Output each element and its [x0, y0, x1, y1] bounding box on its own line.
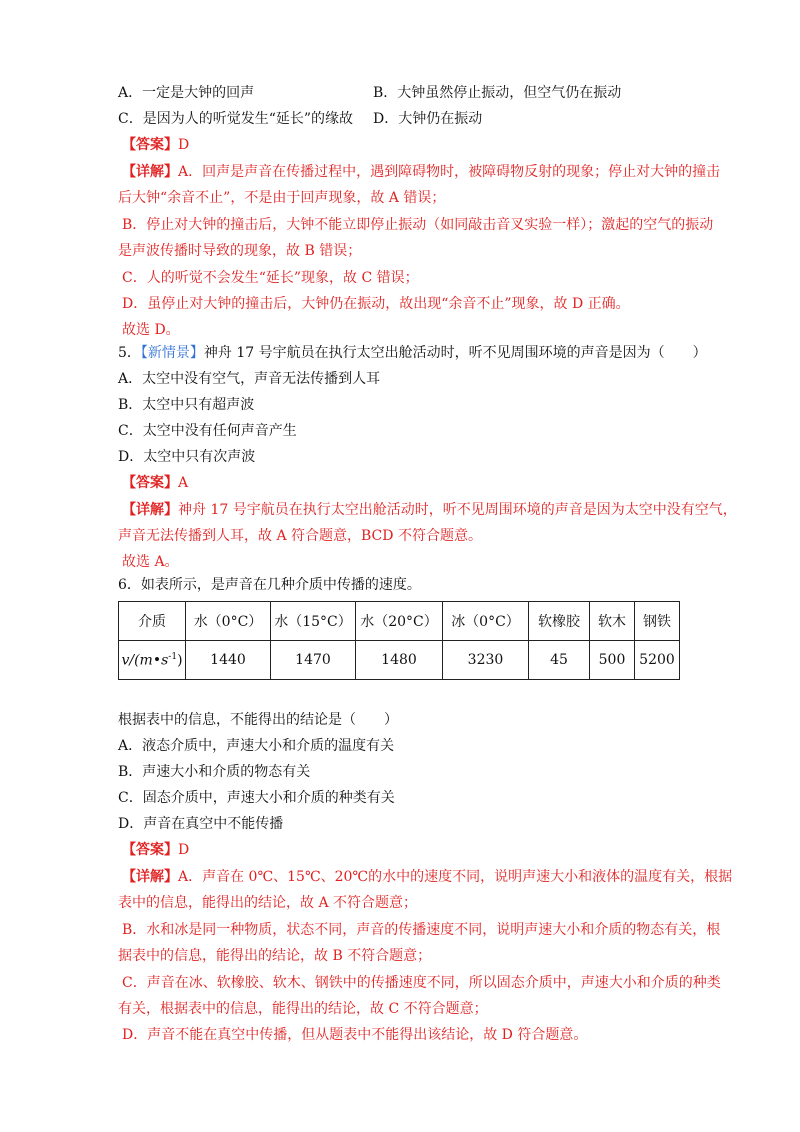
- q4-explain-line-4: 是声波传播时导致的现象，故 B 错误；: [118, 243, 362, 259]
- q6-question: 根据表中的信息，不能得出的结论是（ ）: [118, 712, 398, 728]
- q6-explain-line-1: [122, 867, 732, 887]
- answer-tag: 【答案】: [122, 137, 178, 153]
- q5-option-d: D．太空中只有次声波: [118, 449, 256, 465]
- unit-main: v/(m•s: [121, 652, 169, 669]
- q5-explain-line-1: [122, 500, 737, 520]
- q4-explain-line-1: [122, 162, 720, 182]
- table-row: [119, 641, 680, 680]
- answer-tag: 【答案】: [122, 842, 178, 858]
- q6-option-b: B．声速大小和介质的物态有关: [118, 764, 311, 780]
- table-header-cell: 软木: [590, 602, 635, 641]
- unit-exponent: -1: [168, 651, 178, 662]
- q4-option-b: B．大钟虽然停止振动，但空气仍在振动: [373, 85, 622, 101]
- question-number: 5．: [118, 345, 141, 361]
- q4-explain-line-3: B．停止对大钟的撞击后，大钟不能立即停止振动（如同敲击音叉实验一样）；激起的空气的振动: [122, 217, 714, 233]
- q4-explain-line-2: 后大钟“余音不止”，不是由于回声现象，故 A 错误；: [118, 190, 446, 206]
- table-row: [119, 602, 680, 641]
- table-header-cell: 水（20°C）: [356, 602, 443, 641]
- q4-option-a: A．一定是大钟的回声: [118, 85, 255, 101]
- q4-conclusion: 故选 D。: [122, 322, 180, 338]
- q6-explain-line-7: D．声音不能在真空中传播，但从题表中不能得出该结论，故 D 符合题意。: [122, 1027, 588, 1043]
- answer-value: D: [178, 842, 190, 858]
- table-header-cell: 软橡胶: [529, 602, 590, 641]
- table-cell: 5200: [635, 641, 680, 680]
- q4-explain-line-5: C．人的听觉不会发生“延长”现象，故 C 错误；: [122, 270, 419, 286]
- q6-explain-line-2: 表中的信息，能得出的结论，故 A 不符合题意；: [118, 895, 418, 911]
- unit-close: ): [177, 652, 183, 669]
- q6-option-d: D．声音在真空中不能传播: [118, 816, 284, 832]
- table-cell: 45: [529, 641, 590, 680]
- table-header-cell: 水（0°C）: [186, 602, 271, 641]
- q4-explain-line-6: D．虽停止对大钟的撞击后，大钟仍在振动，故出现“余音不止”现象，故 D 正确。: [122, 296, 630, 312]
- q5-option-c: C．太空中没有任何声音产生: [118, 423, 297, 439]
- q6-explain-line-3: B．水和冰是同一种物质，状态不同，声音的传播速度不同，说明声速大小和介质的物态有关，根: [122, 922, 721, 938]
- q5-explain-line-2: 声音无法传播到人耳，故 A 符合题意，BCD 不符合题意。: [118, 528, 482, 544]
- q5-stem: [118, 343, 707, 363]
- q5-option-a: A．太空中没有空气，声音无法传播到人耳: [118, 371, 381, 387]
- q5-answer: [122, 473, 188, 493]
- q4-option-c: C．是因为人的听觉发生“延长”的缘故: [118, 111, 354, 127]
- new-scenario-tag: 【新情景】: [140, 345, 204, 361]
- q4-option-d: D．大钟仍在振动: [373, 111, 483, 127]
- question-text: 神舟 17 号宇航员在执行太空出舱活动时，听不见周围环境的声音是因为（ ）: [203, 345, 707, 361]
- table-header-cell: 钢铁: [635, 602, 680, 641]
- answer-value: D: [178, 137, 190, 153]
- explain-tag: 【详解】: [122, 502, 178, 518]
- table-header-cell: 介质: [119, 602, 186, 641]
- explain-text: 神舟 17 号宇航员在执行太空出舱活动时，听不见周围环境的声音是因为太空中没有空气，: [178, 502, 737, 518]
- answer-tag: 【答案】: [122, 475, 178, 491]
- table-header-cell: 水（15°C）: [271, 602, 356, 641]
- table-row-label: [119, 641, 186, 680]
- q6-option-c: C．固态介质中，声速大小和介质的种类有关: [118, 790, 395, 806]
- q6-stem: 6．如表所示，是声音在几种介质中传播的速度。: [118, 577, 421, 593]
- sound-speed-table: [118, 601, 680, 680]
- explain-tag: 【详解】: [122, 869, 178, 885]
- table-cell: 1480: [356, 641, 443, 680]
- table-cell: 1470: [271, 641, 356, 680]
- table-cell: 1440: [186, 641, 271, 680]
- explain-text: A．声音在 0℃、15℃、20℃的水中的速度不同，说明声速大小和液体的温度有关，根据: [178, 869, 733, 885]
- q6-explain-line-5: C．声音在冰、软橡胶、软木、钢铁中的传播速度不同，所以固态介质中，声速大小和介质的种类: [122, 975, 721, 991]
- q6-explain-line-4: 据表中的信息，能得出的结论，故 B 不符合题意；: [118, 948, 432, 964]
- q4-answer: [122, 135, 189, 155]
- q5-conclusion: 故选 A。: [122, 554, 179, 570]
- table-cell: 500: [590, 641, 635, 680]
- answer-value: A: [178, 475, 189, 491]
- table-cell: 3230: [443, 641, 529, 680]
- explain-tag: 【详解】: [122, 164, 178, 180]
- table-header-cell: 冰（0°C）: [443, 602, 529, 641]
- q6-explain-line-6: 有关，根据表中的信息，能得出的结论，故 C 不符合题意；: [118, 1001, 488, 1017]
- q6-option-a: A．液态介质中，声速大小和介质的温度有关: [118, 738, 395, 754]
- explain-text: A．回声是声音在传播过程中，遇到障碍物时，被障碍物反射的现象；停止对大钟的撞击: [178, 164, 721, 180]
- q6-answer: [122, 840, 189, 860]
- q5-option-b: B．太空中只有超声波: [118, 397, 255, 413]
